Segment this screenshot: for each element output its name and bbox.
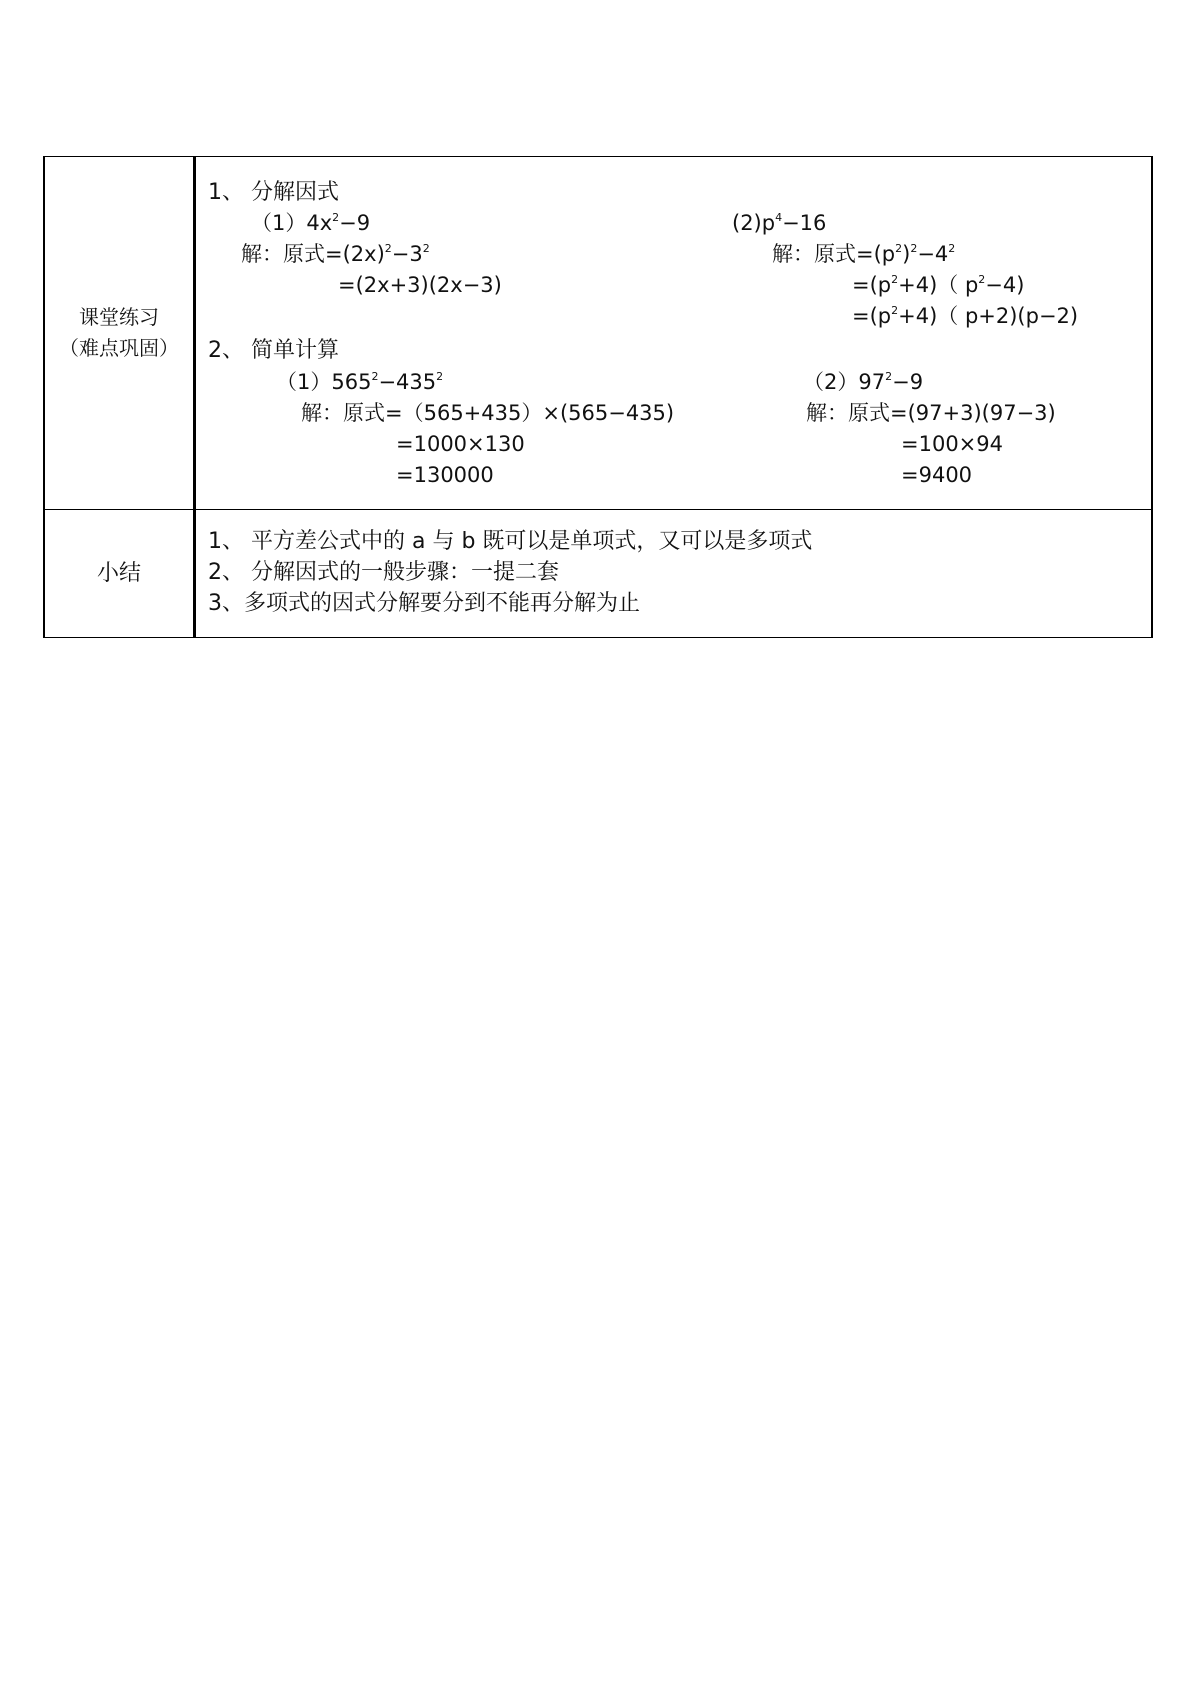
q1b-step1: 解：原式$=(p^2)^2-4^2$ [772,242,956,266]
q1a-step2: =(2x+3)(2x−3) [338,273,502,297]
lesson-table [43,156,1153,638]
summary-content-cell [195,510,1153,638]
q2b-step1: 解：原式=(97+3)(97−3) [806,401,1056,425]
q2b-step2: =100×94 [901,432,1003,456]
q2b-problem: $(2)97^2-9$ [803,370,924,394]
q1a-step1: 解：原式$=(2x)^2-3^2$ [241,242,430,266]
summary-item-3: 3、多项式的因式分解要分到不能再分解为止 [208,591,640,616]
practice-row [44,157,1152,510]
q2a-step3: =130000 [396,463,494,487]
summary-row [44,510,1152,638]
practice-content-cell [195,157,1153,510]
practice-sublabel: （难点巩固） [59,336,179,360]
summary-item-2: 2、 分解因式的一般步骤：一提二套 [208,560,559,585]
summary-label-cell [44,510,195,638]
q1-heading: 1、 分解因式 [208,180,339,205]
q1a-problem: $(1)4x^2-9$ [251,211,371,235]
summary-item-1: 1、 平方差公式中的 a 与 b 既可以是单项式，又可以是多项式 [208,529,813,554]
q2-heading: 2、 简单计算 [208,338,339,363]
practice-label: 课堂练习 [79,305,159,329]
q1b-step3: $=(p^2+4)$（ p+2)(p−2) [852,304,1079,328]
q1b-step2: $=(p^2+4)$（ $p^2-4$) [852,273,1025,297]
practice-label-cell [44,157,195,510]
summary-label: 小结 [96,561,141,586]
q1b-problem: $(2)p^4-16$ [732,211,827,235]
q2a-step2: =1000×130 [396,432,525,456]
q2a-problem: $(1)565^2-435^2$ [276,370,444,394]
q2b-step3: =9400 [901,463,973,487]
q2a-step1: 解：原式=（565+435）×(565−435) [301,401,675,425]
